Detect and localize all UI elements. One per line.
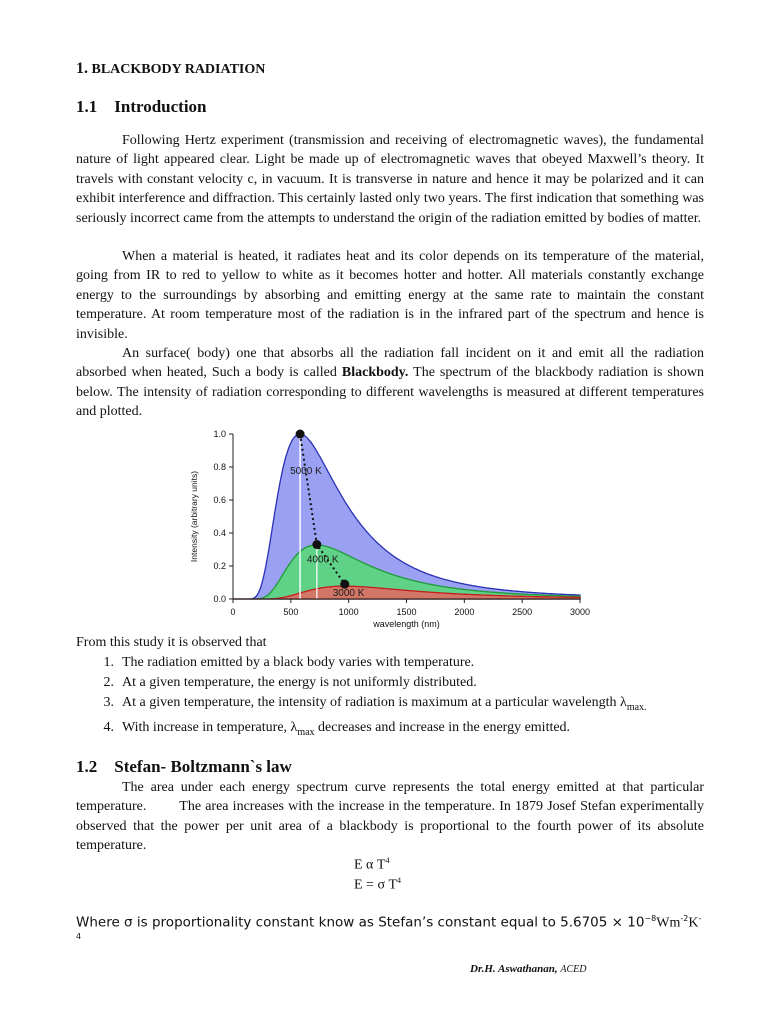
list-item: 4. With increase in temperature, $\lambda_{max}$ decreases and increase in the energy emitted.: [103, 720, 571, 739]
observations-list: [76, 653, 704, 743]
y-tick-label: 0.6: [213, 495, 226, 505]
intro-paragraph-2: When a material is heated, it radiates heat and its color depends on its temperature of the material, going from IR to red to yellow to white as it becomes hotter and hotter. All materials constantly exchange energy to the surroundings by absorbing and emitting energy at the same rate to maintain the constant temperature. At room temperature most of the radiation is in the infrared part of the spectrum and hence is invisible.: [76, 249, 704, 342]
lambda-symbol: λ: [290, 720, 298, 736]
stefan-constant-line: Where σ is proportionality constant know as Stefan’s constant equal to $5.6705 \times 10^{-8}Wm^{-2}K^{-4}$: [76, 914, 702, 941]
series-label: 3000 K: [332, 588, 365, 600]
p3-text-after: The spectrum of the blackbody radiation is shown below. The intensity of radiation corresponding to different wavelengths is measured at different temperatures and plotted.: [76, 365, 704, 420]
y-axis-label: Intensity (arbitrary units): [189, 470, 199, 563]
x-tick-label: 1500: [396, 607, 417, 617]
section-number: 1.: [76, 60, 88, 77]
peak-marker: [296, 430, 305, 439]
series-label: 4000 K: [306, 554, 339, 566]
author-signature: Dr.H. Aswathanan, ACED: [470, 963, 587, 975]
proportionality-equation: E α $T^4$: [354, 856, 390, 873]
x-tick-label: 2500: [512, 607, 533, 617]
y-tick-label: 0.0: [213, 594, 226, 604]
stefan-paragraph: The area under each energy spectrum curve represents the total energy emitted at that particular temperature. The area increases with the increase in the temperature. In 1879 Josef Stefan experimentally observed that the power per unit area of a blackbody is proportional to the fourth power of its absolute temperature.: [76, 780, 708, 854]
stefan-number: 1.2: [76, 757, 98, 776]
y-tick-label: 0.4: [213, 528, 226, 538]
blackbody-spectrum-chart: [186, 426, 606, 636]
intro-heading: [76, 97, 207, 117]
x-axis-label: wavelength (nm): [373, 619, 440, 629]
p3-text-before: An surface( body) one that absorbs all the radiation fall incident on it and emit all the radiation absorbed when heated, Such a body is called: [76, 346, 704, 381]
x-tick-label: 3000: [569, 607, 591, 617]
intro-paragraph-3: [76, 344, 704, 422]
y-tick-label: 0.8: [213, 462, 226, 472]
y-tick-label: 1.0: [213, 429, 226, 439]
x-tick-label: 500: [283, 607, 299, 617]
x-tick-label: 1000: [338, 607, 359, 617]
blackbody-term: Blackbody.: [341, 365, 409, 381]
intro-paragraph-1: Following Hertz experiment (transmission and receiving of electromagnetic waves), the fundamental nature of light appeared clear. Light be made up of electromagnetic waves that obeyed Maxwell’s theory. It travels with constant velocity c, in vacuum. It is transverse in nature and hence it may be polarized and it can exhibit interference and diffraction. This certainly lasted only two years. The first indication that something was seriously incorrect came from the attempts to understand the origin of the radiation emitted by bodies of matter.: [76, 133, 704, 226]
section-title: BLACKBODY RADIATION: [91, 62, 266, 77]
stefan-heading: [76, 757, 292, 777]
intro-title: Introduction: [114, 97, 207, 116]
x-tick-label: 2000: [454, 607, 475, 617]
series-label: 5000 K: [290, 466, 322, 477]
list-item: 1. The radiation emitted by a black body varies with temperature.: [103, 655, 475, 670]
list-item: 3. At a given temperature, the intensity of radiation is maximum at a particular wavelength $\lambda_{max.}$: [103, 695, 647, 714]
stefan-equation: E = σ $T^4$: [354, 876, 402, 893]
x-tick-label: 0: [230, 607, 236, 617]
intro-number: 1.1: [76, 97, 98, 116]
stefan-title: Stefan- Boltzmann`s law: [114, 757, 292, 776]
section-heading: [76, 60, 265, 78]
peak-marker: [312, 540, 321, 549]
y-tick-label: 0.2: [213, 561, 226, 571]
observed-intro: From this study it is observed that: [76, 635, 267, 650]
lambda-symbol: λ: [620, 695, 627, 711]
list-item: 2. At a given temperature, the energy is not uniformly distributed.: [103, 675, 477, 691]
